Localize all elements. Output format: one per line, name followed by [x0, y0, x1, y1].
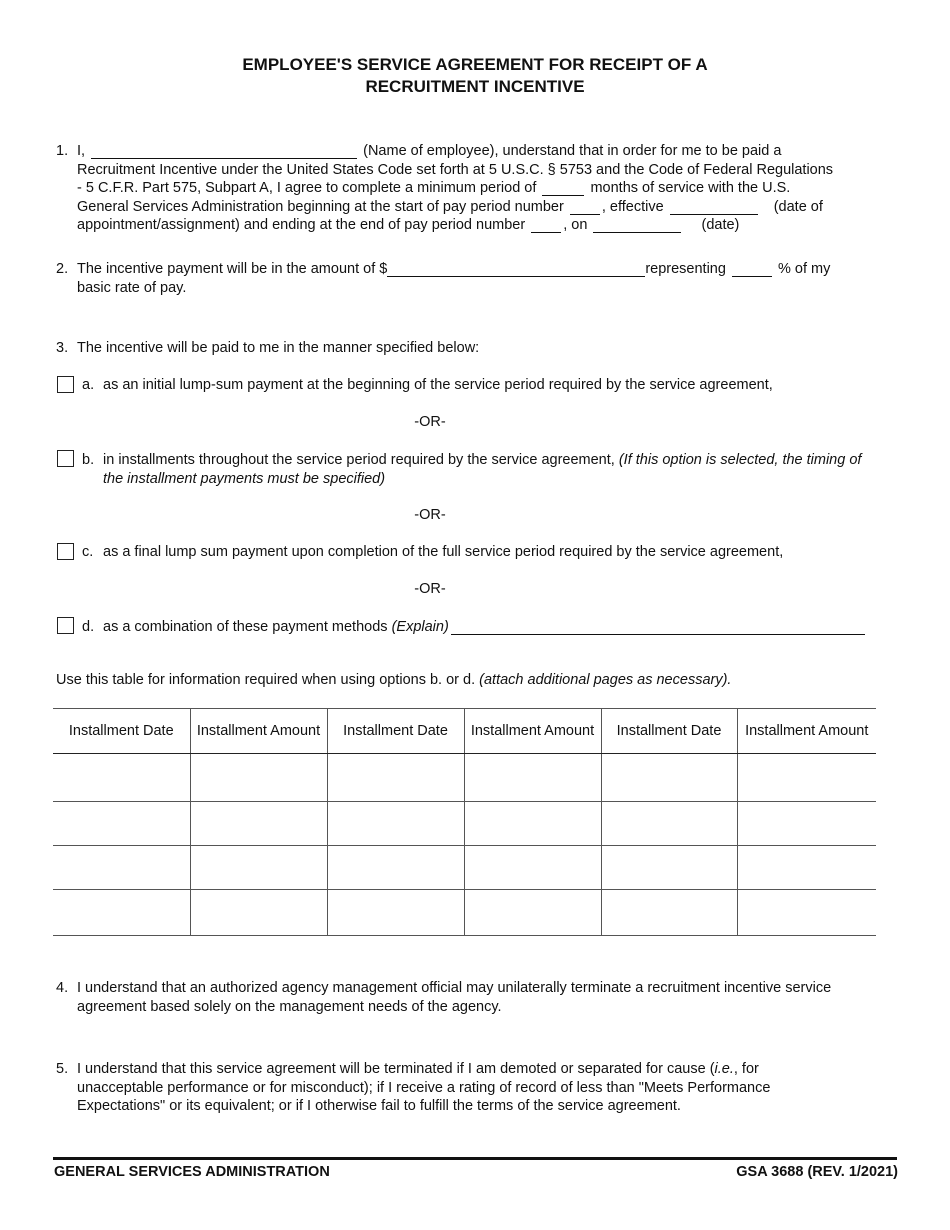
table-cell[interactable] [737, 802, 876, 846]
table-cell[interactable] [737, 754, 876, 802]
item2-line2: basic rate of pay. [77, 279, 187, 296]
item2-number: 2. [56, 261, 69, 277]
table-cell[interactable] [53, 890, 190, 936]
table-cell[interactable] [327, 802, 464, 846]
table-cell[interactable] [190, 846, 327, 890]
item1-line4a: General Services Administration beginning at the start of pay period number [77, 198, 564, 215]
item5-line3: Expectations" or its equivalent; or if I otherwise fail to fulfill the terms of the service agreement. [77, 1098, 681, 1114]
table-cell[interactable] [53, 754, 190, 802]
item1-line5b: , on [563, 217, 588, 233]
item5-line2: unacceptable performance or for misconduct); if I receive a rating of record of less than "Meets Performance [77, 1079, 771, 1096]
item1-line4b: , effective [601, 198, 664, 215]
start-pay-period-field[interactable] [570, 200, 600, 215]
footer-agency: GENERAL SERVICES ADMINISTRATION [54, 1164, 330, 1180]
item5-line1-ie: i.e. [714, 1061, 734, 1077]
item1-paragraph [77, 142, 907, 235]
effective-date-field[interactable] [670, 200, 758, 215]
table-cell[interactable] [53, 802, 190, 846]
option-c-text: as a final lump sum payment upon completion of the full service period required by the service agreement, [103, 544, 784, 560]
item4-number: 4. [56, 980, 69, 996]
table-cell[interactable] [464, 802, 601, 846]
item4-line2: agreement based solely on the management needs of the agency. [77, 998, 502, 1015]
percent-of-pay-field[interactable] [732, 262, 772, 277]
table-row [53, 754, 876, 802]
header-installment-date-2: Installment Date [327, 709, 464, 754]
footer-divider [53, 1157, 897, 1160]
footer-form-id: GSA 3688 (REV. 1/2021) [736, 1164, 898, 1180]
table-cell[interactable] [464, 846, 601, 890]
item2-text-b: representing [645, 261, 726, 277]
installment-table-header [53, 709, 876, 754]
item5-paragraph [77, 1060, 907, 1116]
item1-line3a: - 5 C.F.R. Part 575, Subpart A, I agree to complete a minimum period of [77, 180, 537, 196]
option-d-text: as a combination of these payment methods [103, 619, 388, 635]
table-cell[interactable] [190, 754, 327, 802]
header-installment-date-1: Installment Date [53, 709, 190, 754]
form-title-line2: RECRUITMENT INCENTIVE [365, 77, 585, 96]
table-row [53, 802, 876, 846]
option-c-checkbox[interactable] [57, 543, 74, 560]
option-a-letter: a. [82, 377, 95, 393]
table-cell[interactable] [327, 846, 464, 890]
table-cell[interactable] [601, 890, 737, 936]
item3-number: 3. [56, 340, 69, 356]
explain-combination-field[interactable] [451, 620, 865, 635]
table-cell[interactable] [327, 890, 464, 936]
table-cell[interactable] [327, 754, 464, 802]
option-b-checkbox[interactable] [57, 450, 74, 467]
or-separator-3: -OR- [414, 581, 446, 597]
employee-name-field[interactable] [91, 144, 357, 159]
header-installment-date-3: Installment Date [601, 709, 737, 754]
item1-text-i: I, [77, 143, 86, 159]
installment-table [53, 708, 876, 936]
or-separator-1: -OR- [414, 414, 446, 430]
months-of-service-field[interactable] [542, 181, 584, 196]
table-cell[interactable] [737, 890, 876, 936]
item2-text-c: % of my [778, 261, 831, 277]
item1-line4c: (date of [773, 198, 823, 215]
item1-line5c: (date) [701, 217, 740, 233]
item1-line5a: appointment/assignment) and ending at the end of pay period number [77, 217, 526, 233]
table-cell[interactable] [601, 754, 737, 802]
table-row [53, 846, 876, 890]
item5-line1a: I understand that this service agreement will be terminated if I am demoted or separated for cause ( [77, 1061, 715, 1077]
header-installment-amount-3: Installment Amount [737, 709, 876, 754]
table-cell[interactable] [464, 890, 601, 936]
item2-paragraph [77, 260, 907, 297]
table-cell[interactable] [190, 890, 327, 936]
table-instruction-text: Use this table for information required when using options b. or d. [56, 672, 476, 688]
table-instruction-note: (attach additional pages as necessary). [479, 672, 732, 688]
option-d-text-block [103, 618, 867, 637]
item5-number: 5. [56, 1061, 69, 1077]
option-d-letter: d. [82, 619, 95, 635]
or-separator-2: -OR- [414, 507, 446, 523]
option-b-note: (If this option is selected, the timing of the installment payments must be specified) [103, 452, 862, 487]
item1-line2: Recruitment Incentive under the United States Code set forth at 5 U.S.C. § 5753 and the Code of Federal Regulations [77, 161, 834, 178]
item3-intro: The incentive will be paid to me in the manner specified below: [77, 340, 480, 356]
option-a-text: as an initial lump-sum payment at the beginning of the service period required by the service agreement, [103, 377, 773, 393]
item1-number: 1. [56, 143, 69, 159]
item1-text-name-hint: (Name of employee), understand that in order for me to be paid a [363, 143, 782, 159]
option-b-text: in installments throughout the service period required by the service agreement, [103, 452, 615, 468]
table-cell[interactable] [53, 846, 190, 890]
header-installment-amount-1: Installment Amount [190, 709, 327, 754]
table-cell[interactable] [737, 846, 876, 890]
table-row [53, 890, 876, 936]
form-title-line1: EMPLOYEE'S SERVICE AGREEMENT FOR RECEIPT OF A [242, 55, 708, 74]
option-b-letter: b. [82, 452, 95, 468]
table-instruction [56, 671, 731, 690]
incentive-amount-field[interactable] [387, 262, 645, 277]
option-b-text-block [103, 451, 873, 488]
option-d-note: (Explain) [391, 619, 449, 635]
table-cell[interactable] [190, 802, 327, 846]
option-c-letter: c. [82, 544, 94, 560]
item2-text-a: The incentive payment will be in the amount of $ [77, 261, 388, 277]
item1-line3b: months of service with the U.S. [590, 180, 791, 196]
option-d-checkbox[interactable] [57, 617, 74, 634]
end-pay-period-field[interactable] [531, 218, 561, 233]
table-cell[interactable] [464, 754, 601, 802]
table-cell[interactable] [601, 846, 737, 890]
item4-line1: I understand that an authorized agency management official may unilaterally terminate a recruitment incentive service [77, 980, 832, 996]
table-cell[interactable] [601, 802, 737, 846]
item5-line1b: , for [733, 1061, 759, 1077]
option-a-checkbox[interactable] [57, 376, 74, 393]
end-date-field[interactable] [593, 218, 681, 233]
item4-paragraph [77, 979, 907, 1016]
header-installment-amount-2: Installment Amount [464, 709, 601, 754]
